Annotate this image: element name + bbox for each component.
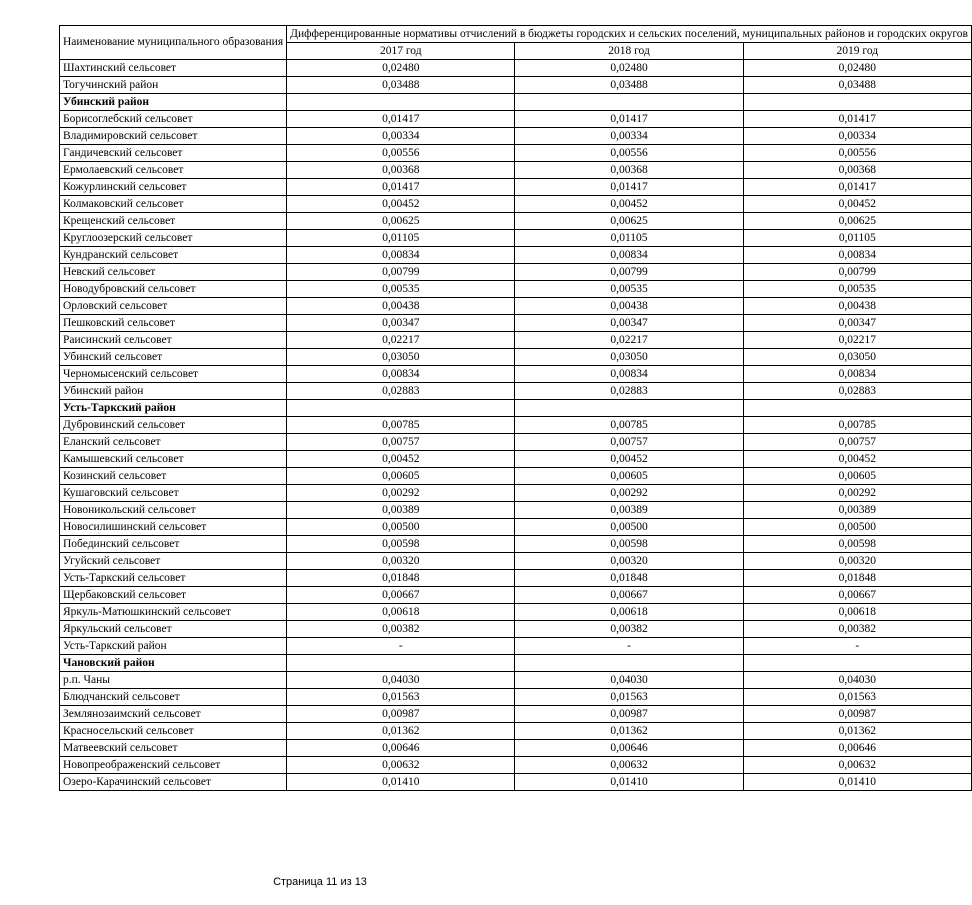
municipality-name: Еланский сельсовет [60, 434, 287, 451]
municipality-name: Кундранский сельсовет [60, 247, 287, 264]
municipality-name: Щербаковский сельсовет [60, 587, 287, 604]
value-cell: 0,02480 [743, 60, 971, 77]
value-cell: 0,00625 [515, 213, 743, 230]
table-row [60, 553, 972, 570]
table-row [60, 485, 972, 502]
value-cell: 0,00500 [515, 519, 743, 536]
value-cell: 0,01105 [515, 230, 743, 247]
table-row [60, 689, 972, 706]
table-row [60, 332, 972, 349]
value-cell: 0,00987 [515, 706, 743, 723]
table-row [60, 604, 972, 621]
value-cell: 0,03050 [515, 349, 743, 366]
value-cell: 0,04030 [515, 672, 743, 689]
value-cell: 0,01410 [287, 774, 515, 791]
municipality-name: Крещенский сельсовет [60, 213, 287, 230]
table-row [60, 366, 972, 383]
municipality-name: Шахтинский сельсовет [60, 60, 287, 77]
table-row [60, 145, 972, 162]
table-row [60, 740, 972, 757]
municipality-name: Яркуль-Матюшкинский сельсовет [60, 604, 287, 621]
value-cell: 0,00452 [287, 451, 515, 468]
municipality-name: Блюдчанский сельсовет [60, 689, 287, 706]
table-row [60, 723, 972, 740]
value-cell: 0,03488 [743, 77, 971, 94]
table-row [60, 621, 972, 638]
value-cell: 0,00438 [743, 298, 971, 315]
value-cell: 0,00646 [743, 740, 971, 757]
table-row [60, 60, 972, 77]
municipality-name: Новосилишинский сельсовет [60, 519, 287, 536]
value-cell: 0,00605 [287, 468, 515, 485]
value-cell: 0,03050 [743, 349, 971, 366]
value-cell: 0,00320 [287, 553, 515, 570]
value-cell: 0,00500 [287, 519, 515, 536]
municipality-name: Матвеевский сельсовет [60, 740, 287, 757]
municipality-name: Яркульский сельсовет [60, 621, 287, 638]
municipality-name: Колмаковский сельсовет [60, 196, 287, 213]
value-cell: 0,01362 [287, 723, 515, 740]
value-cell: 0,01410 [515, 774, 743, 791]
table-row [60, 570, 972, 587]
value-cell: 0,00389 [287, 502, 515, 519]
municipality-name: Кушаговский сельсовет [60, 485, 287, 502]
value-cell: 0,01563 [515, 689, 743, 706]
municipality-name: Новопреображенский сельсовет [60, 757, 287, 774]
header-name-column: Наименование муниципального образования [60, 26, 287, 60]
value-cell: 0,00625 [287, 213, 515, 230]
value-cell: 0,00632 [743, 757, 971, 774]
value-cell: 0,00632 [515, 757, 743, 774]
value-cell: 0,00382 [287, 621, 515, 638]
table-row [60, 128, 972, 145]
value-cell: 0,00667 [515, 587, 743, 604]
value-cell: 0,00347 [743, 315, 971, 332]
value-cell: 0,02217 [515, 332, 743, 349]
value-cell: 0,00292 [743, 485, 971, 502]
value-cell: 0,01417 [287, 111, 515, 128]
table-row [60, 281, 972, 298]
municipality-name: Орловский сельсовет [60, 298, 287, 315]
header-year-2019: 2019 год [743, 43, 971, 60]
value-cell: 0,00834 [743, 366, 971, 383]
table-row [60, 196, 972, 213]
header-year-2018: 2018 год [515, 43, 743, 60]
value-cell: 0,00320 [743, 553, 971, 570]
value-cell: 0,02883 [515, 383, 743, 400]
municipality-name: Новодубровский сельсовет [60, 281, 287, 298]
municipality-name: Пешковский сельсовет [60, 315, 287, 332]
section-title: Убинский район [60, 94, 287, 111]
table-row [60, 383, 972, 400]
value-cell: 0,00389 [743, 502, 971, 519]
empty-cell [515, 400, 743, 417]
municipality-name: Землянозаимский сельсовет [60, 706, 287, 723]
table-header-row [60, 26, 972, 43]
value-cell: 0,02217 [743, 332, 971, 349]
municipality-name: Дубровинский сельсовет [60, 417, 287, 434]
municipality-name: Борисоглебский сельсовет [60, 111, 287, 128]
municipality-name: Козинский сельсовет [60, 468, 287, 485]
value-cell: - [743, 638, 971, 655]
value-cell: 0,00785 [743, 417, 971, 434]
value-cell: 0,01410 [743, 774, 971, 791]
empty-cell [515, 94, 743, 111]
municipality-name: Кожурлинский сельсовет [60, 179, 287, 196]
header-year-2017: 2017 год [287, 43, 515, 60]
value-cell: 0,01362 [515, 723, 743, 740]
table-row [60, 264, 972, 281]
value-cell: 0,00292 [287, 485, 515, 502]
value-cell: 0,00598 [515, 536, 743, 553]
table-row [60, 468, 972, 485]
empty-cell [515, 655, 743, 672]
value-cell: - [515, 638, 743, 655]
municipality-name: Круглоозерский сельсовет [60, 230, 287, 247]
value-cell: 0,01417 [743, 179, 971, 196]
value-cell: 0,00452 [287, 196, 515, 213]
value-cell: 0,00987 [287, 706, 515, 723]
empty-cell [287, 655, 515, 672]
value-cell: 0,00452 [743, 451, 971, 468]
value-cell: 0,00347 [287, 315, 515, 332]
municipality-name: Побединский сельсовет [60, 536, 287, 553]
value-cell: 0,00452 [515, 196, 743, 213]
table-row [60, 434, 972, 451]
municipality-name: Камышевский сельсовет [60, 451, 287, 468]
value-cell: 0,00368 [515, 162, 743, 179]
empty-cell [287, 400, 515, 417]
value-cell: 0,03050 [287, 349, 515, 366]
value-cell: 0,01848 [515, 570, 743, 587]
value-cell: 0,00535 [515, 281, 743, 298]
municipality-name: Угуйский сельсовет [60, 553, 287, 570]
value-cell: 0,00452 [515, 451, 743, 468]
value-cell: 0,01417 [287, 179, 515, 196]
table-row [60, 502, 972, 519]
empty-cell [287, 94, 515, 111]
municipality-name: Тогучинский район [60, 77, 287, 94]
municipality-name: Красносельский сельсовет [60, 723, 287, 740]
value-cell: 0,01417 [515, 179, 743, 196]
value-cell: 0,00646 [515, 740, 743, 757]
value-cell: 0,00556 [743, 145, 971, 162]
value-cell: 0,00598 [287, 536, 515, 553]
section-title: Чановский район [60, 655, 287, 672]
value-cell: 0,01105 [287, 230, 515, 247]
value-cell: 0,04030 [743, 672, 971, 689]
value-cell: 0,01417 [515, 111, 743, 128]
value-cell: 0,01362 [743, 723, 971, 740]
value-cell: 0,02883 [743, 383, 971, 400]
value-cell: 0,00632 [287, 757, 515, 774]
value-cell: 0,00438 [287, 298, 515, 315]
value-cell: 0,01848 [287, 570, 515, 587]
empty-cell [743, 655, 971, 672]
table-row [60, 349, 972, 366]
table-row [60, 162, 972, 179]
value-cell: 0,00389 [515, 502, 743, 519]
section-header-row [60, 94, 972, 111]
table-row [60, 672, 972, 689]
value-cell: 0,00292 [515, 485, 743, 502]
value-cell: 0,01563 [743, 689, 971, 706]
value-cell: 0,00799 [743, 264, 971, 281]
section-header-row [60, 400, 972, 417]
value-cell: 0,02217 [287, 332, 515, 349]
municipality-name: Озеро-Карачинский сельсовет [60, 774, 287, 791]
table-row [60, 315, 972, 332]
value-cell: 0,00799 [287, 264, 515, 281]
value-cell: 0,00598 [743, 536, 971, 553]
page-footer: Страница 11 из 13 [273, 876, 367, 888]
municipality-name: Усть-Таркский район [60, 638, 287, 655]
table-row [60, 587, 972, 604]
value-cell: 0,00757 [515, 434, 743, 451]
value-cell: 0,01848 [743, 570, 971, 587]
table-row [60, 230, 972, 247]
value-cell: 0,00834 [515, 247, 743, 264]
table-row [60, 417, 972, 434]
value-cell: 0,00605 [515, 468, 743, 485]
value-cell: 0,02883 [287, 383, 515, 400]
value-cell: 0,00382 [743, 621, 971, 638]
municipality-name: Убинский район [60, 383, 287, 400]
value-cell: 0,00452 [743, 196, 971, 213]
value-cell: 0,01563 [287, 689, 515, 706]
value-cell: 0,00646 [287, 740, 515, 757]
municipality-name: Гандичевский сельсовет [60, 145, 287, 162]
municipality-name: Усть-Таркский сельсовет [60, 570, 287, 587]
value-cell: 0,00368 [743, 162, 971, 179]
value-cell: 0,00834 [287, 247, 515, 264]
value-cell: 0,01105 [743, 230, 971, 247]
table-row [60, 774, 972, 791]
municipality-name: Убинский сельсовет [60, 349, 287, 366]
table-row [60, 757, 972, 774]
table-row [60, 111, 972, 128]
allocation-table [59, 25, 972, 791]
value-cell: 0,00834 [287, 366, 515, 383]
value-cell: 0,01417 [743, 111, 971, 128]
value-cell: 0,00667 [743, 587, 971, 604]
value-cell: 0,00535 [743, 281, 971, 298]
table-row [60, 179, 972, 196]
value-cell: 0,00625 [743, 213, 971, 230]
section-title: Усть-Таркский район [60, 400, 287, 417]
table-row [60, 706, 972, 723]
value-cell: 0,00667 [287, 587, 515, 604]
value-cell: 0,00500 [743, 519, 971, 536]
value-cell: 0,00334 [287, 128, 515, 145]
value-cell: 0,02480 [515, 60, 743, 77]
value-cell: 0,00382 [515, 621, 743, 638]
value-cell: 0,03488 [515, 77, 743, 94]
table-body [60, 26, 972, 791]
value-cell: 0,00320 [515, 553, 743, 570]
value-cell: 0,04030 [287, 672, 515, 689]
municipality-name: Невский сельсовет [60, 264, 287, 281]
municipality-name: Новоникольский сельсовет [60, 502, 287, 519]
empty-cell [743, 400, 971, 417]
empty-cell [743, 94, 971, 111]
value-cell: 0,00556 [515, 145, 743, 162]
municipality-name: Владимировский сельсовет [60, 128, 287, 145]
value-cell: 0,00799 [515, 264, 743, 281]
value-cell: 0,00785 [287, 417, 515, 434]
value-cell: 0,00757 [743, 434, 971, 451]
value-cell: 0,00785 [515, 417, 743, 434]
municipality-name: р.п. Чаны [60, 672, 287, 689]
value-cell: 0,00834 [515, 366, 743, 383]
value-cell: 0,00605 [743, 468, 971, 485]
municipality-name: Раисинский сельсовет [60, 332, 287, 349]
value-cell: 0,00618 [287, 604, 515, 621]
value-cell: 0,00757 [287, 434, 515, 451]
value-cell: 0,00334 [743, 128, 971, 145]
municipality-name: Ермолаевский сельсовет [60, 162, 287, 179]
value-cell: 0,00535 [287, 281, 515, 298]
table-row [60, 213, 972, 230]
value-cell: 0,00987 [743, 706, 971, 723]
value-cell: 0,00618 [743, 604, 971, 621]
municipality-name: Черномысенский сельсовет [60, 366, 287, 383]
value-cell: - [287, 638, 515, 655]
value-cell: 0,00618 [515, 604, 743, 621]
value-cell: 0,00368 [287, 162, 515, 179]
value-cell: 0,00334 [515, 128, 743, 145]
table-row [60, 77, 972, 94]
value-cell: 0,03488 [287, 77, 515, 94]
header-group-title: Дифференцированные нормативы отчислений в бюджеты городских и сельских поселений, муниципальных районов и городских округов [287, 26, 972, 43]
table-row [60, 638, 972, 655]
table-row [60, 451, 972, 468]
value-cell: 0,00556 [287, 145, 515, 162]
value-cell: 0,00834 [743, 247, 971, 264]
table-row [60, 536, 972, 553]
table-row [60, 298, 972, 315]
section-header-row [60, 655, 972, 672]
table-row [60, 519, 972, 536]
table-row [60, 247, 972, 264]
value-cell: 0,02480 [287, 60, 515, 77]
value-cell: 0,00347 [515, 315, 743, 332]
value-cell: 0,00438 [515, 298, 743, 315]
